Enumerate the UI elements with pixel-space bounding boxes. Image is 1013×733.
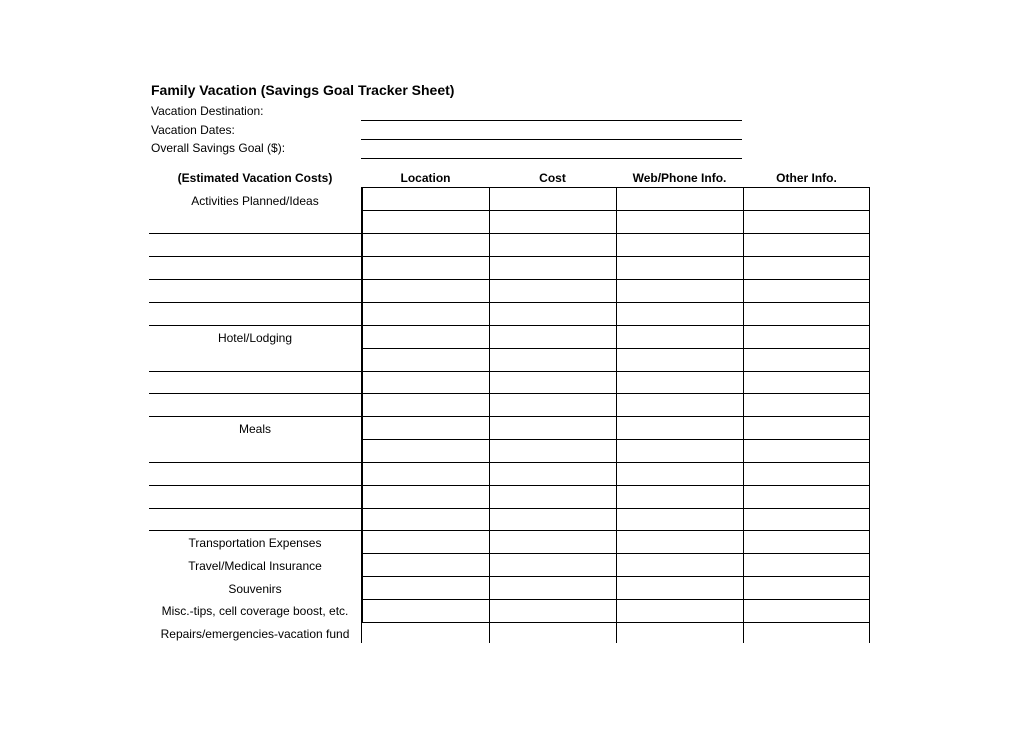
table-cell[interactable] [363,440,489,462]
table-cell[interactable] [617,463,743,485]
table-cell[interactable] [490,417,616,439]
table-cell[interactable] [744,554,869,576]
table-cell[interactable] [363,211,489,233]
category-repairs: Repairs/emergencies-vacation fund [160,627,350,641]
category-souvenirs: Souvenirs [228,582,282,596]
column-header-other: Other Info. [776,171,837,185]
table-cell[interactable] [363,257,489,279]
table-cell[interactable] [363,577,489,599]
table-cell[interactable] [363,531,489,553]
table-cell[interactable] [617,600,743,622]
table-cell[interactable] [617,486,743,508]
table-cell[interactable] [744,280,869,302]
table-cell[interactable] [617,577,743,599]
column-header-location: Location [400,171,451,185]
table-cell[interactable] [490,623,616,643]
table-cell[interactable] [363,417,489,439]
table-cell[interactable] [490,486,616,508]
table-cell[interactable] [490,463,616,485]
table-cell[interactable] [744,486,869,508]
table-cell[interactable] [617,531,743,553]
table-cell[interactable] [617,372,743,393]
table-cell[interactable] [363,554,489,576]
table-cell[interactable] [617,257,743,279]
table-cell[interactable] [363,234,489,256]
table-cell[interactable] [490,211,616,233]
table-cell[interactable] [490,600,616,622]
table-cell[interactable] [744,188,869,210]
table-cell[interactable] [617,211,743,233]
savings-goal-label: Overall Savings Goal ($): [151,141,286,155]
table-cell[interactable] [363,280,489,302]
table-cell[interactable] [490,303,616,325]
table-cell[interactable] [617,280,743,302]
table-cell[interactable] [617,417,743,439]
table-cell[interactable] [744,326,869,348]
table-cell[interactable] [617,623,743,643]
table-cell[interactable] [744,394,869,416]
category-misc: Misc.-tips, cell coverage boost, etc. [161,604,349,618]
table-cell[interactable] [490,554,616,576]
table-cell[interactable] [363,623,489,643]
table-cell[interactable] [490,577,616,599]
table-cell[interactable] [363,303,489,325]
table-cell[interactable] [363,600,489,622]
table-cell[interactable] [744,440,869,462]
table-cell[interactable] [490,394,616,416]
table-cell[interactable] [363,463,489,485]
category-column-divider [361,187,362,643]
table-cell[interactable] [617,554,743,576]
table-cell[interactable] [490,509,616,530]
category-hotel: Hotel/Lodging [217,331,293,345]
table-cell[interactable] [363,486,489,508]
table-cell[interactable] [744,600,869,622]
destination-field[interactable] [361,120,742,121]
table-cell[interactable] [490,280,616,302]
table-cell[interactable] [490,188,616,210]
category-insurance: Travel/Medical Insurance [188,559,322,573]
column-header-web-phone: Web/Phone Info. [632,171,727,185]
sheet-title: Family Vacation (Savings Goal Tracker Sheet) [151,82,455,98]
table-cell[interactable] [490,440,616,462]
table-cell[interactable] [490,372,616,393]
table-cell[interactable] [617,188,743,210]
table-cell[interactable] [490,234,616,256]
column-header-cost: Cost [539,171,566,185]
table-cell[interactable] [744,211,869,233]
table-cell[interactable] [363,326,489,348]
table-cell[interactable] [744,509,869,530]
table-cell[interactable] [363,394,489,416]
category-activities: Activities Planned/Ideas [191,194,319,208]
table-cell[interactable] [363,509,489,530]
table-cell[interactable] [363,372,489,393]
table-cell[interactable] [617,440,743,462]
table-cell[interactable] [744,417,869,439]
table-cell[interactable] [363,188,489,210]
column-divider [869,187,870,643]
table-cell[interactable] [744,372,869,393]
table-cell[interactable] [744,257,869,279]
table-cell[interactable] [744,463,869,485]
table-cell[interactable] [363,349,489,371]
table-cell[interactable] [490,326,616,348]
dates-field[interactable] [361,139,742,140]
category-transportation: Transportation Expenses [188,536,322,550]
table-cell[interactable] [490,349,616,371]
table-cell[interactable] [744,303,869,325]
table-cell[interactable] [617,303,743,325]
table-cell[interactable] [490,257,616,279]
dates-label: Vacation Dates: [151,123,235,137]
table-cell[interactable] [744,577,869,599]
table-cell[interactable] [744,531,869,553]
table-cell[interactable] [744,623,869,643]
table-cell[interactable] [490,531,616,553]
table-cell[interactable] [617,326,743,348]
table-cell[interactable] [617,234,743,256]
table-cell[interactable] [744,349,869,371]
destination-label: Vacation Destination: [151,104,264,118]
category-meals: Meals [238,422,271,436]
table-cell[interactable] [617,349,743,371]
table-cell[interactable] [617,509,743,530]
table-cell[interactable] [617,394,743,416]
section-header: (Estimated Vacation Costs) [177,171,333,185]
table-cell[interactable] [744,234,869,256]
savings-goal-field[interactable] [361,158,742,159]
